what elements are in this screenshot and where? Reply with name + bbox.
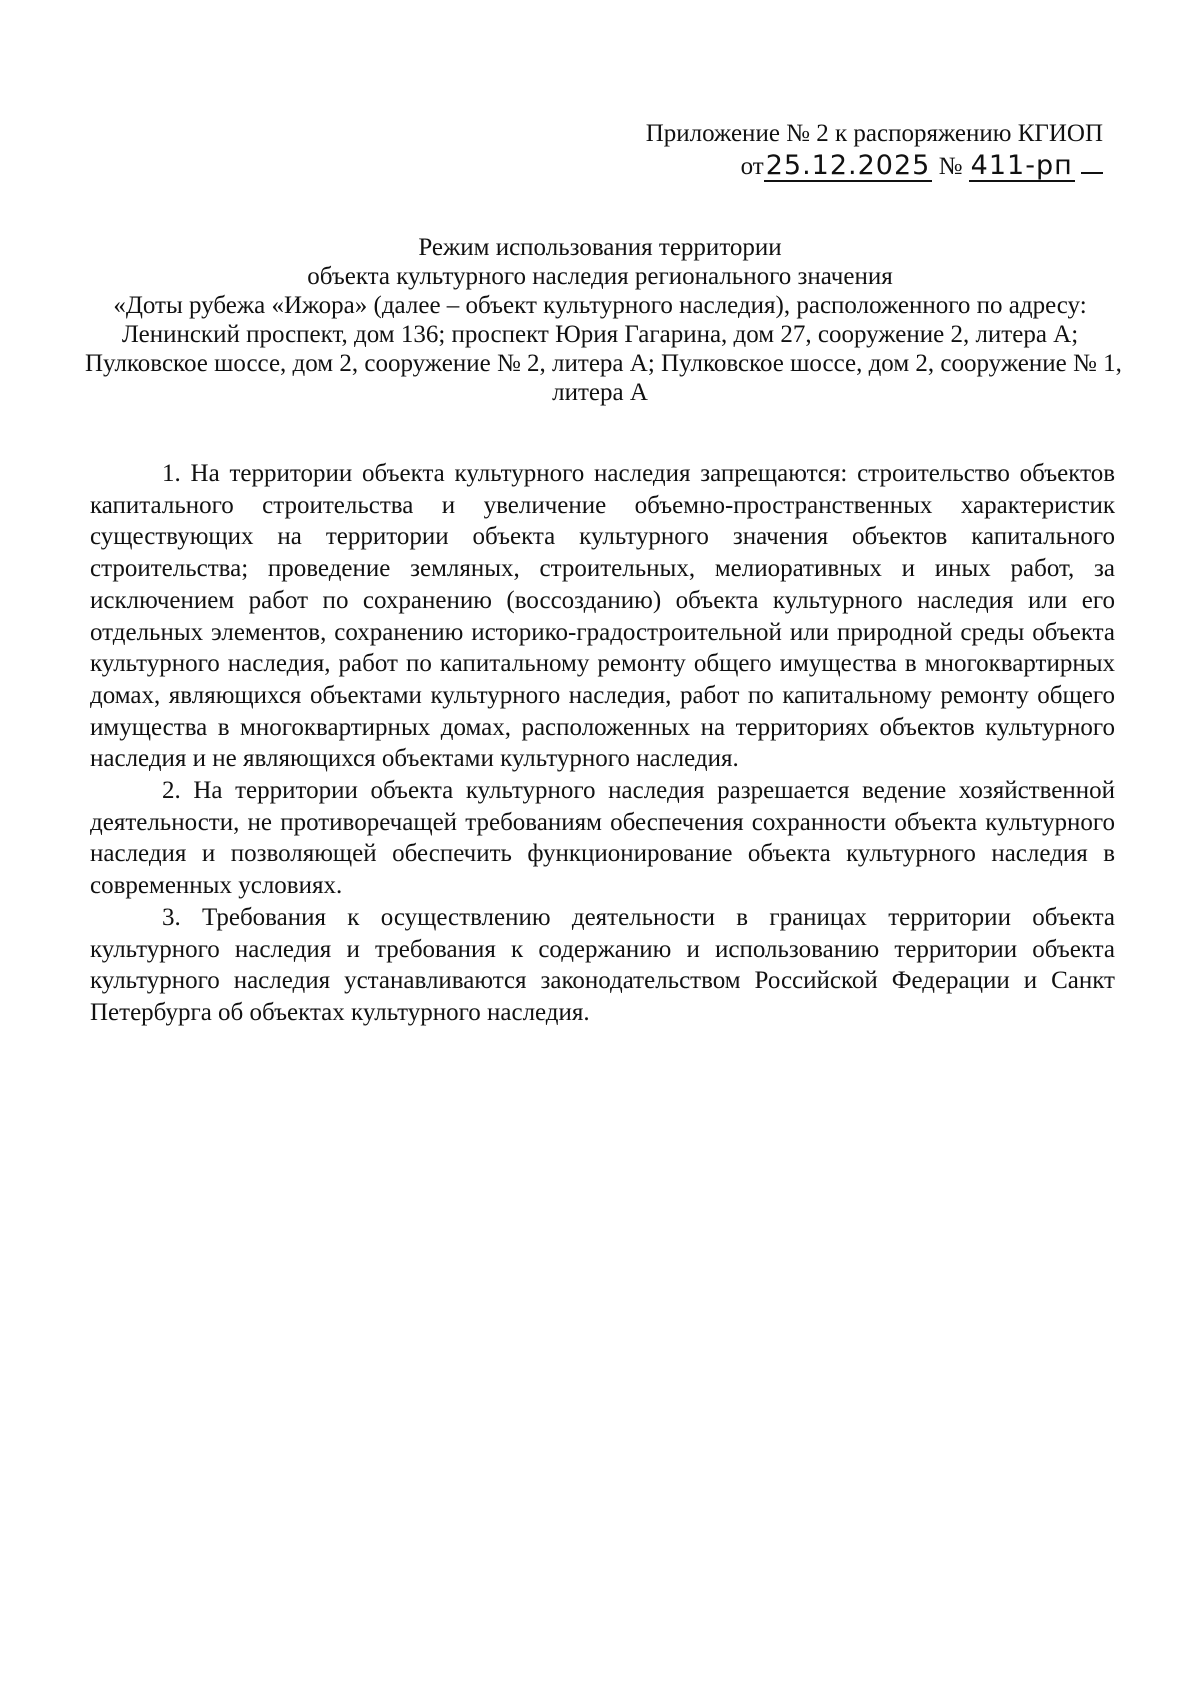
title-line: Ленинский проспект, дом 136; проспект Юрия Гагарина, дом 27, сооружение 2, литера А; <box>121 321 1079 348</box>
title-line: «Доты рубежа «Ижора» (далее – объект культурного наследия), расположенного по адресу: <box>113 292 1087 319</box>
appendix-header <box>646 118 1103 183</box>
title-line: объекта культурного наследия регионального значения <box>307 263 893 290</box>
document-body <box>90 458 1115 1029</box>
title-line: литера А <box>552 379 648 406</box>
date-prefix: от <box>740 153 764 180</box>
title-line: Пулковское шоссе, дом 2, сооружение № 2, литера А; Пулковское шоссе, дом 2, сооружение № 1, <box>85 350 1122 377</box>
paragraph-3: 3. Требования к осуществлению деятельности в границах территории объекта культурного наследия и требования к содержанию и использованию территории объекта культурного наследия устанавливаются законодательством Российской Федерации и Санкт Петербурга об объектах культурного наследия. <box>90 903 1115 1026</box>
handwritten-number: 411-рп <box>970 150 1073 181</box>
handwritten-date: 25.12.2025 <box>765 150 931 181</box>
paragraph-2: 2. На территории объекта культурного наследия разрешается ведение хозяйственной деятельности, не противоречащей требованиям обеспечения сохранности объекта культурного наследия и позволяющей обеспечить функционирование объекта культурного наследия в современных условиях. <box>90 777 1115 900</box>
title-line: Режим использования территории <box>418 234 782 261</box>
paragraph-1: 1. На территории объекта культурного наследия запрещаются: строительство объектов капитального строительства и увеличение объемно-пространственных характеристик существующих на территории объекта культурного значения объектов капитального строительства; проведение земляных, строительных, мелиоративных и иных работ, за исключением работ по сохранению (воссозданию) объекта культурного наследия или его отдельных элементов, сохранению историко-градостроительной или природной среды объекта культурного наследия, работ по капитальному ремонту общего имущества в многоквартирных домах, являющихся объектами культурного наследия, работ по капитальному ремонту общего имущества в многоквартирных домах, расположенных на территориях объектов культурного наследия и не являющихся объектами культурного наследия. <box>90 460 1115 773</box>
appendix-reference: Приложение № 2 к распоряжению КГИОП <box>645 120 1103 147</box>
document-title <box>85 233 1122 407</box>
number-prefix: № <box>938 153 963 180</box>
order-date-number-line <box>646 150 1103 183</box>
underline-blank <box>1081 150 1103 174</box>
